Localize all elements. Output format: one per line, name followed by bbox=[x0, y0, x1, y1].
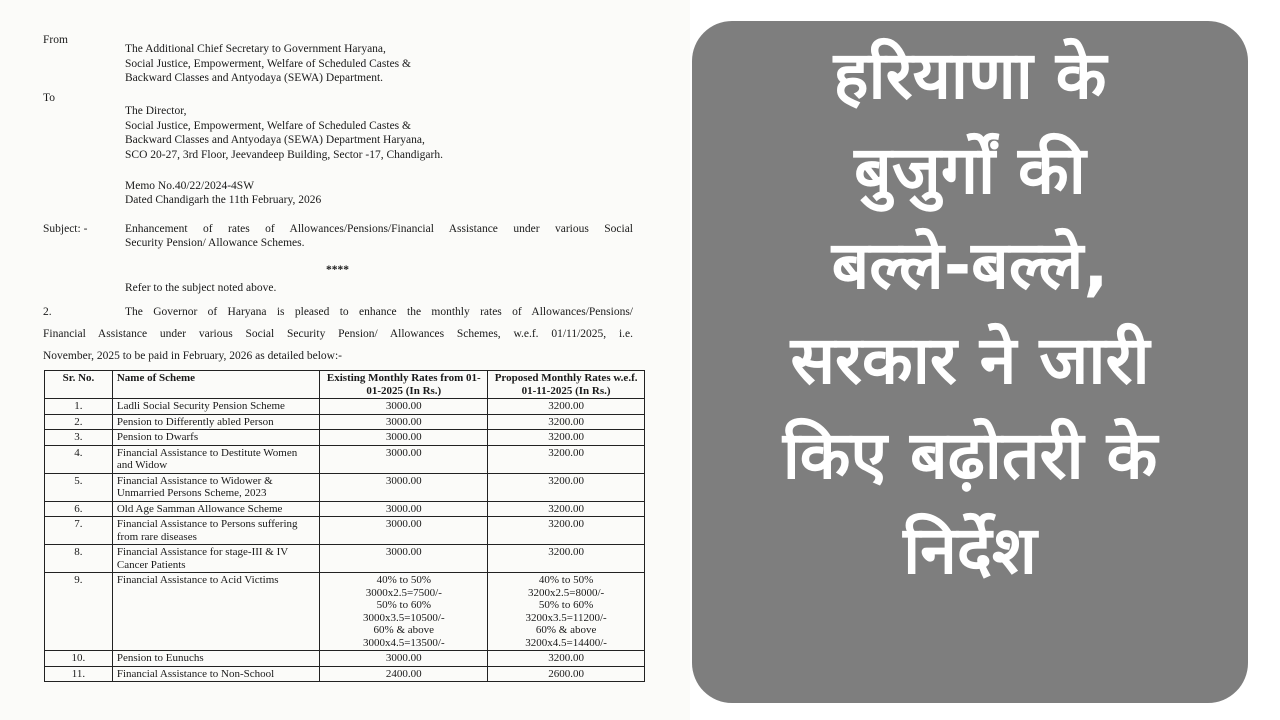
to-line: Social Justice, Empowerment, Welfare of Scheduled Castes & bbox=[125, 119, 411, 132]
cell-scheme: Financial Assistance to Persons suffering from rare diseases bbox=[112, 517, 320, 545]
cell-existing: 3000.00 bbox=[320, 399, 488, 415]
cell-sr: 6. bbox=[45, 501, 113, 517]
separator-stars: **** bbox=[326, 264, 349, 276]
table-header-row bbox=[45, 371, 645, 399]
cell-scheme: Old Age Samman Allowance Scheme bbox=[112, 501, 320, 517]
table-row bbox=[45, 517, 645, 545]
cell-proposed: 3200.00 bbox=[488, 501, 645, 517]
memo-number: Memo No.40/22/2024-4SW bbox=[125, 180, 255, 192]
subject-label: Subject: - bbox=[43, 223, 88, 235]
cell-existing: 3000.00 bbox=[320, 445, 488, 473]
memo-date: Dated Chandigarh the 11th February, 2026 bbox=[125, 194, 322, 206]
subject-line: Security Pension/ Allowance Schemes. bbox=[125, 237, 305, 249]
cell-sr: 7. bbox=[45, 517, 113, 545]
cell-sr: 2. bbox=[45, 414, 113, 430]
cell-scheme: Pension to Differently abled Person bbox=[112, 414, 320, 430]
refer-line: Refer to the subject noted above. bbox=[125, 282, 277, 294]
header-sr-no: Sr. No. bbox=[45, 371, 113, 399]
cell-sr: 10. bbox=[45, 651, 113, 667]
cell-scheme: Financial Assistance to Destitute Women and Widow bbox=[112, 445, 320, 473]
paragraph-line: Financial Assistance under various Social Security Pension/ Allowances Schemes, w.e.f. 01/11/2025, i.e. bbox=[43, 328, 633, 340]
cell-existing: 3000.00 bbox=[320, 651, 488, 667]
cell-existing: 3000.00 bbox=[320, 473, 488, 501]
cell-proposed: 3200.00 bbox=[488, 445, 645, 473]
to-line: SCO 20-27, 3rd Floor, Jeevandeep Building, Sector -17, Chandigarh. bbox=[125, 148, 443, 161]
cell-existing: 3000.00 bbox=[320, 501, 488, 517]
headline-line: बल्ले-बल्ले, bbox=[831, 227, 1109, 304]
cell-proposed: 3200.00 bbox=[488, 430, 645, 446]
from-line: Backward Classes and Antyodaya (SEWA) Department. bbox=[125, 72, 384, 84]
table-row bbox=[45, 573, 645, 651]
table-row bbox=[45, 545, 645, 573]
to-line: Backward Classes and Antyodaya (SEWA) Department Haryana, bbox=[125, 134, 425, 146]
table-row bbox=[45, 666, 645, 682]
cell-scheme: Financial Assistance to Acid Victims bbox=[112, 573, 320, 651]
cell-existing: 40% to 50% 3000x2.5=7500/- 50% to 60% 3000x3.5=10500/- 60% & above 3000x4.5=13500/- bbox=[320, 573, 488, 651]
cell-proposed: 2600.00 bbox=[488, 666, 645, 682]
cell-sr: 8. bbox=[45, 545, 113, 573]
header-scheme-name: Name of Scheme bbox=[112, 371, 320, 399]
table-row bbox=[45, 399, 645, 415]
cell-scheme: Ladli Social Security Pension Scheme bbox=[112, 399, 320, 415]
cell-existing: 3000.00 bbox=[320, 545, 488, 573]
cell-sr: 9. bbox=[45, 573, 113, 651]
headline-line: बुजुर्गों की bbox=[854, 132, 1086, 209]
from-line: Social Justice, Empowerment, Welfare of Scheduled Castes & bbox=[125, 57, 411, 70]
cell-scheme: Pension to Dwarfs bbox=[112, 430, 320, 446]
paragraph-line: The Governor of Haryana is pleased to enhance the monthly rates of Allowances/Pensions/ bbox=[125, 306, 633, 318]
to-line: The Director, bbox=[125, 105, 187, 117]
table-row bbox=[45, 430, 645, 446]
cell-proposed: 3200.00 bbox=[488, 545, 645, 573]
cell-sr: 4. bbox=[45, 445, 113, 473]
headline-line: हरियाणा के bbox=[833, 37, 1107, 114]
from-line: The Additional Chief Secretary to Government Haryana, bbox=[125, 43, 386, 55]
cell-existing: 3000.00 bbox=[320, 517, 488, 545]
table-row bbox=[45, 501, 645, 517]
cell-sr: 3. bbox=[45, 430, 113, 446]
header-existing-rates: Existing Monthly Rates from 01-01-2025 (In Rs.) bbox=[320, 371, 488, 399]
cell-proposed: 3200.00 bbox=[488, 414, 645, 430]
cell-scheme: Financial Assistance to Widower & Unmarried Persons Scheme, 2023 bbox=[112, 473, 320, 501]
header-proposed-rates: Proposed Monthly Rates w.e.f. 01-11-2025 (In Rs.) bbox=[488, 371, 645, 399]
headline-text bbox=[692, 28, 1248, 598]
from-address bbox=[125, 42, 411, 86]
table-row bbox=[45, 445, 645, 473]
cell-proposed: 3200.00 bbox=[488, 473, 645, 501]
table-row bbox=[45, 473, 645, 501]
cell-sr: 5. bbox=[45, 473, 113, 501]
headline-line: किए बढ़ोतरी के bbox=[782, 417, 1158, 494]
cell-sr: 1. bbox=[45, 399, 113, 415]
cell-proposed: 3200.00 bbox=[488, 651, 645, 667]
cell-existing: 3000.00 bbox=[320, 414, 488, 430]
headline-line: सरकार ने जारी bbox=[790, 322, 1150, 399]
cell-proposed: 40% to 50% 3200x2.5=8000/- 50% to 60% 3200x3.5=11200/- 60% & above 3200x4.5=14400/- bbox=[488, 573, 645, 651]
from-label: From bbox=[43, 34, 68, 46]
cell-existing: 2400.00 bbox=[320, 666, 488, 682]
paragraph-number: 2. bbox=[43, 306, 52, 318]
table-row bbox=[45, 414, 645, 430]
cell-proposed: 3200.00 bbox=[488, 399, 645, 415]
cell-sr: 11. bbox=[45, 666, 113, 682]
table-row bbox=[45, 651, 645, 667]
subject-line: Enhancement of rates of Allowances/Pensions/Financial Assistance under various Social bbox=[125, 223, 633, 235]
scheme-rates-table bbox=[44, 370, 645, 682]
cell-proposed: 3200.00 bbox=[488, 517, 645, 545]
cell-scheme: Pension to Eunuchs bbox=[112, 651, 320, 667]
paragraph-line: November, 2025 to be paid in February, 2026 as detailed below:- bbox=[43, 350, 342, 362]
to-label: To bbox=[43, 92, 55, 104]
headline-line: निर्देश bbox=[903, 512, 1037, 589]
cell-scheme: Financial Assistance for stage-III & IV Cancer Patients bbox=[112, 545, 320, 573]
cell-scheme: Financial Assistance to Non-School bbox=[112, 666, 320, 682]
cell-existing: 3000.00 bbox=[320, 430, 488, 446]
to-address bbox=[125, 104, 443, 162]
